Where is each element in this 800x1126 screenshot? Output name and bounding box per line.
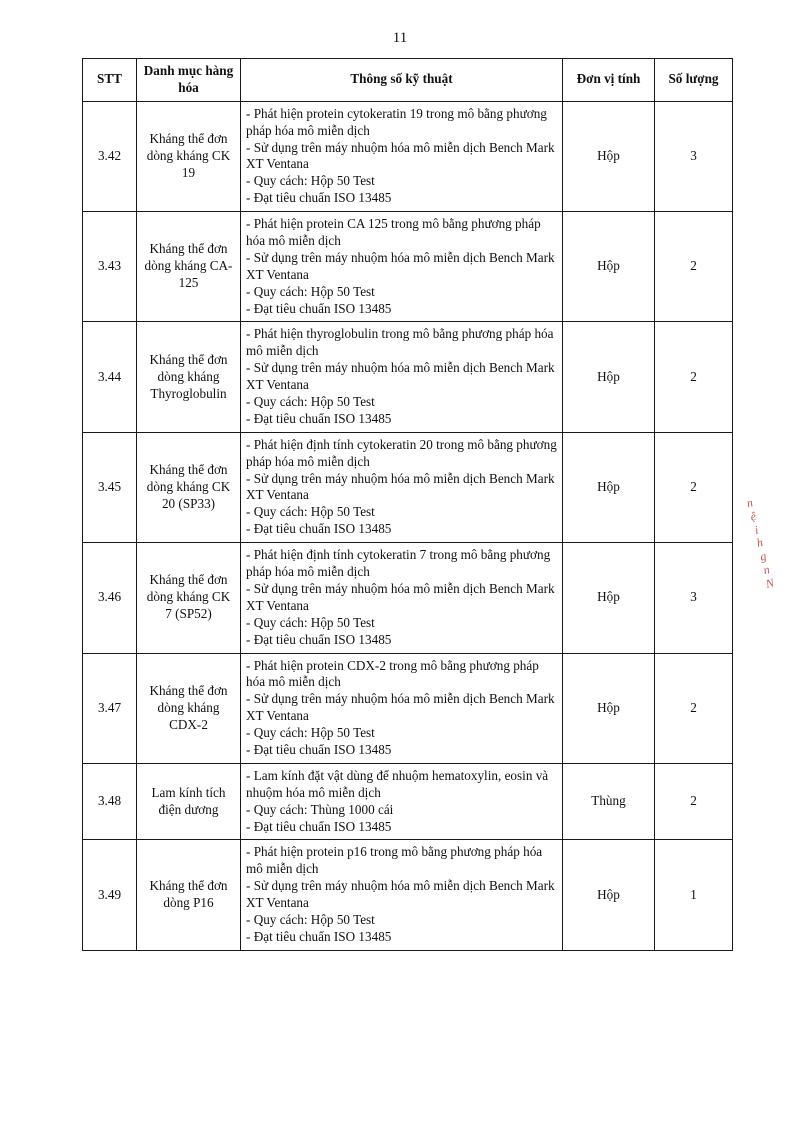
column-header-spec: Thông số kỹ thuật (241, 59, 563, 102)
spec-line: - Đạt tiêu chuẩn ISO 13485 (246, 818, 392, 834)
spec-line: - Quy cách: Hộp 50 Test (246, 911, 375, 927)
cell-quantity: 2 (655, 653, 733, 763)
spec-line: - Đạt tiêu chuẩn ISO 13485 (246, 928, 392, 944)
spec-line: - Sử dụng trên máy nhuộm hóa mô miễn dịch Bench Mark XT Ventana (246, 878, 555, 911)
spec-line: - Quy cách: Hộp 50 Test (246, 614, 375, 630)
cell-specification (241, 840, 563, 950)
spec-line: - Sử dụng trên máy nhuộm hóa mô miễn dịch Bench Mark XT Ventana (246, 691, 555, 724)
margin-mark-line: ệ (748, 508, 758, 524)
table-row (83, 322, 733, 432)
page-number: 11 (392, 30, 408, 46)
spec-line: - Sử dụng trên máy nhuộm hóa mô miễn dịch Bench Mark XT Ventana (246, 139, 555, 172)
margin-mark-line: h (755, 535, 765, 551)
specification-table-wrapper (82, 58, 732, 951)
spec-line: - Đạt tiêu chuẩn ISO 13485 (246, 631, 392, 647)
table-row (83, 432, 733, 542)
cell-item-name: Kháng thể đơn dòng kháng CK 19 (137, 101, 241, 211)
cell-stt: 3.45 (83, 432, 137, 542)
cell-stt: 3.44 (83, 322, 137, 432)
spec-line: - Phát hiện protein CDX-2 trong mô bằng phương pháp hóa mô miễn dịch (246, 657, 539, 690)
table-header-row (83, 59, 733, 102)
cell-quantity: 2 (655, 763, 733, 840)
margin-mark-line: n (761, 562, 772, 578)
cell-quantity: 3 (655, 101, 733, 211)
cell-item-name: Kháng thể đơn dòng kháng CK 20 (SP33) (137, 432, 241, 542)
cell-stt: 3.49 (83, 840, 137, 950)
spec-line: - Sử dụng trên máy nhuộm hóa mô miễn dịch Bench Mark XT Ventana (246, 470, 555, 503)
column-header-unit: Đơn vị tính (563, 59, 655, 102)
spec-line: - Lam kính đặt vật dùng để nhuộm hematoxylin, eosin và nhuộm hóa mô miễn dịch (246, 767, 549, 800)
cell-quantity: 3 (655, 543, 733, 653)
cell-specification (241, 322, 563, 432)
margin-mark-line: g (758, 548, 768, 564)
cell-unit: Hộp (563, 101, 655, 211)
margin-mark-line: i (753, 522, 760, 537)
cell-unit: Hộp (563, 653, 655, 763)
margin-mark-line: N (764, 575, 776, 591)
table-row (83, 212, 733, 322)
table-row (83, 763, 733, 840)
cell-specification (241, 543, 563, 653)
table-header (83, 59, 733, 102)
cell-item-name: Lam kính tích điện dương (137, 763, 241, 840)
cell-specification (241, 101, 563, 211)
spec-line: - Đạt tiêu chuẩn ISO 13485 (246, 300, 392, 316)
cell-specification (241, 763, 563, 840)
cell-stt: 3.48 (83, 763, 137, 840)
spec-line: - Quy cách: Hộp 50 Test (246, 283, 375, 299)
spec-line: - Đạt tiêu chuẩn ISO 13485 (246, 410, 392, 426)
cell-quantity: 1 (655, 840, 733, 950)
column-header-qty: Số lượng (655, 59, 733, 102)
margin-mark-line: n (745, 495, 755, 511)
spec-line: - Phát hiện protein CA 125 trong mô bằng phương pháp hóa mô miễn dịch (246, 216, 541, 249)
margin-handwriting-mark (729, 492, 799, 628)
spec-line: - Phát hiện thyroglobulin trong mô bằng phương pháp hóa mô miễn dịch (246, 326, 554, 359)
cell-item-name: Kháng thể đơn dòng kháng Thyroglobulin (137, 322, 241, 432)
spec-line: - Phát hiện định tính cytokeratin 7 trong mô bằng phương pháp hóa mô miễn dịch (246, 547, 551, 580)
spec-line: - Phát hiện protein cytokeratin 19 trong mô bằng phương pháp hóa mô miễn dịch (246, 105, 547, 138)
cell-item-name: Kháng thể đơn dòng kháng CDX-2 (137, 653, 241, 763)
spec-line: - Sử dụng trên máy nhuộm hóa mô miễn dịch Bench Mark XT Ventana (246, 360, 555, 393)
cell-item-name: Kháng thể đơn dòng P16 (137, 840, 241, 950)
spec-line: - Sử dụng trên máy nhuộm hóa mô miễn dịch Bench Mark XT Ventana (246, 580, 555, 613)
spec-line: - Quy cách: Hộp 50 Test (246, 173, 375, 189)
cell-unit: Hộp (563, 840, 655, 950)
table-body (83, 101, 733, 950)
spec-line: - Quy cách: Hộp 50 Test (246, 394, 375, 410)
table-row (83, 653, 733, 763)
spec-line: - Đạt tiêu chuẩn ISO 13485 (246, 521, 392, 537)
cell-unit: Hộp (563, 543, 655, 653)
cell-quantity: 2 (655, 432, 733, 542)
table-row (83, 543, 733, 653)
cell-stt: 3.43 (83, 212, 137, 322)
cell-item-name: Kháng thể đơn dòng kháng CA-125 (137, 212, 241, 322)
specification-table (82, 58, 733, 951)
spec-line: - Quy cách: Thùng 1000 cái (246, 801, 394, 817)
cell-unit: Hộp (563, 432, 655, 542)
cell-unit: Thùng (563, 763, 655, 840)
spec-line: - Quy cách: Hộp 50 Test (246, 504, 375, 520)
spec-line: - Đạt tiêu chuẩn ISO 13485 (246, 741, 392, 757)
cell-specification (241, 432, 563, 542)
cell-unit: Hộp (563, 212, 655, 322)
column-header-name: Danh mục hàng hóa (137, 59, 241, 102)
cell-item-name: Kháng thể đơn dòng kháng CK 7 (SP52) (137, 543, 241, 653)
spec-line: - Phát hiện định tính cytokeratin 20 trong mô bằng phương pháp hóa mô miễn dịch (246, 436, 557, 469)
cell-specification (241, 212, 563, 322)
spec-line: - Đạt tiêu chuẩn ISO 13485 (246, 190, 392, 206)
cell-quantity: 2 (655, 212, 733, 322)
spec-line: - Sử dụng trên máy nhuộm hóa mô miễn dịch Bench Mark XT Ventana (246, 249, 555, 282)
cell-stt: 3.46 (83, 543, 137, 653)
cell-unit: Hộp (563, 322, 655, 432)
spec-line: - Quy cách: Hộp 50 Test (246, 725, 375, 741)
spec-line: - Phát hiện protein p16 trong mô bằng phương pháp hóa mô miễn dịch (246, 844, 543, 877)
column-header-stt: STT (83, 59, 137, 102)
cell-stt: 3.42 (83, 101, 137, 211)
cell-quantity: 2 (655, 322, 733, 432)
cell-specification (241, 653, 563, 763)
table-row (83, 840, 733, 950)
cell-stt: 3.47 (83, 653, 137, 763)
table-row (83, 101, 733, 211)
